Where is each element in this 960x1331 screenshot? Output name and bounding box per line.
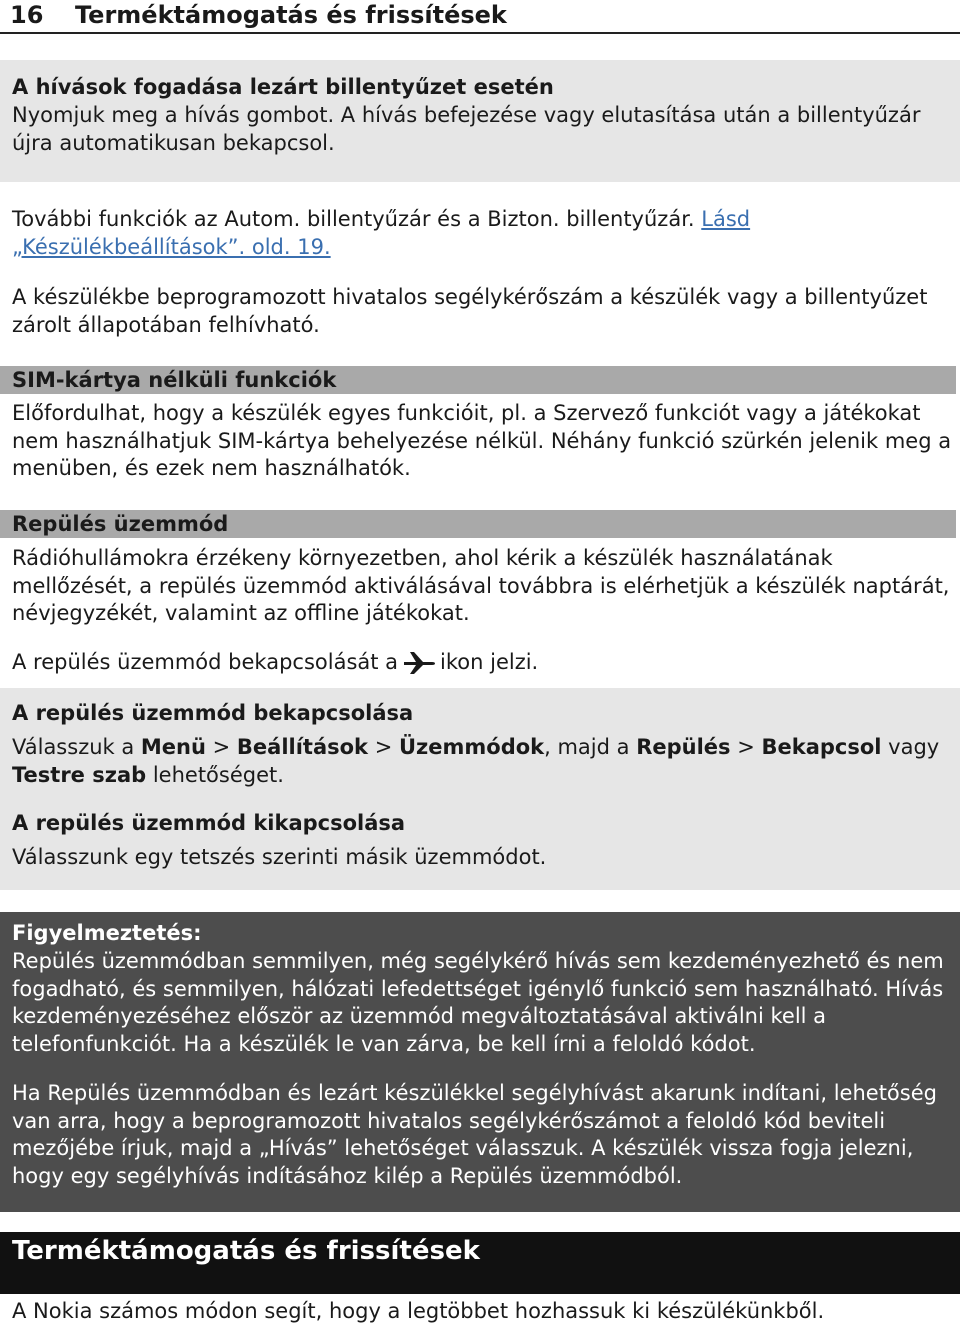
- support-heading: Terméktámogatás és frissítések: [0, 1232, 960, 1294]
- flight-section-body: Rádióhullámokra érzékeny környezetben, ahol kérik a készülék használatának mellőzését, a repülés üzemmód aktiválásával továbbra is elérhetjük a készülék naptárát, névjegyzékét, valamint az offline játékokat.: [12, 546, 950, 625]
- keylock-title: A hívások fogadása lezárt billentyűzet esetén: [12, 75, 554, 99]
- support-body: A Nokia számos módon segít, hogy a legtöbbet hozhassuk ki készülékünkből.: [12, 1299, 825, 1323]
- flight-on-instructions: [12, 734, 952, 789]
- flight-on-text-4: lehetőséget.: [146, 762, 284, 787]
- flight-option: Repülés: [636, 735, 731, 759]
- keylock-body: Nyomjuk meg a hívás gombot. A hívás befejezése vagy elutasítása után a billentyűzár újra automatikusan bekapcsol.: [12, 103, 921, 155]
- flight-section-heading: Repülés üzemmód: [0, 510, 956, 538]
- flight-on-separator-2: >: [368, 735, 399, 759]
- personalise-option: Testre szab: [12, 762, 147, 787]
- flight-off-text: Válasszunk egy tetszés szerinti másik üzemmódot.: [12, 845, 547, 869]
- activate-option: Bekapcsol: [761, 735, 882, 759]
- flight-on-title: A repülés üzemmód bekapcsolása: [12, 701, 414, 725]
- page-header: [0, 0, 960, 34]
- flight-on-separator-1: >: [205, 735, 237, 759]
- flight-on-text-2: , majd a: [544, 735, 637, 759]
- sim-section-heading: SIM-kártya nélküli funkciók: [0, 366, 956, 394]
- emergency-note: A készülékbe beprogramozott hivatalos segélykérőszám a készülék vagy a billentyűzet zárolt állapotában felhívható.: [12, 285, 928, 337]
- flight-on-text-1: Válasszuk a: [12, 735, 141, 759]
- warning-paragraph-1: Repülés üzemmódban semmilyen, még segélykérő hívás sem kezdeményezhető és nem fogadható, és semmilyen, hálózati lefedettséget igénylő funkció sem használható. Hívás kezdeményezéséhez először az üzemmód megváltoztatásával aktiválni kell a telefonfunkciót. Ha a készülék le van zárva, be kell írni a feloldó kódot.: [12, 949, 944, 1056]
- airplane-icon: [402, 649, 436, 683]
- warning-title: Figyelmeztetés:: [12, 921, 202, 945]
- settings-page-link[interactable]: Lásd „Készülékbeállítások”. old. 19.: [12, 207, 751, 259]
- more-functions-text: További funkciók az Autom. billentyűzár és a Bizton. billentyűzár.: [12, 207, 695, 231]
- more-functions-paragraph: [12, 206, 952, 261]
- warning-paragraph-2: Ha Repülés üzemmódban és lezárt készülékkel segélyhívást akarunk indítani, lehetőség van arra, hogy a beprogramozott hivatalos segélykérőszámot a feloldó kód beviteli mezőjébe írjuk, majd a „Hívás” lehetőséget válasszuk. A készülék vissza fogja jelezni, hogy egy segélyhívás indításához kilép a Repülés üzemmódból.: [12, 1081, 937, 1188]
- flight-on-text-3: vagy: [881, 735, 940, 759]
- flight-indicator-text-after: ikon jelzi.: [440, 650, 539, 674]
- chapter-title: Terméktámogatás és frissítések: [75, 1, 507, 29]
- flight-off-title: A repülés üzemmód kikapcsolása: [12, 811, 406, 835]
- flight-on-separator-3: >: [730, 735, 762, 759]
- settings-option: Beállítások: [236, 735, 369, 759]
- flight-indicator-text-before: A repülés üzemmód bekapcsolását a: [12, 650, 399, 674]
- profiles-option: Üzemmódok: [398, 735, 545, 759]
- sim-section-body: Előfordulhat, hogy a készülék egyes funkcióit, pl. a Szervező funkciót vagy a játékokat nem használhatjuk SIM-kártya behelyezése nélkül. Néhány funkció szürkén jelenik meg a menüben, és ezek nem használhatók.: [12, 401, 952, 480]
- menu-option: Menü: [140, 735, 206, 759]
- flight-indicator-line: [12, 649, 952, 683]
- page-number: 16: [10, 1, 44, 29]
